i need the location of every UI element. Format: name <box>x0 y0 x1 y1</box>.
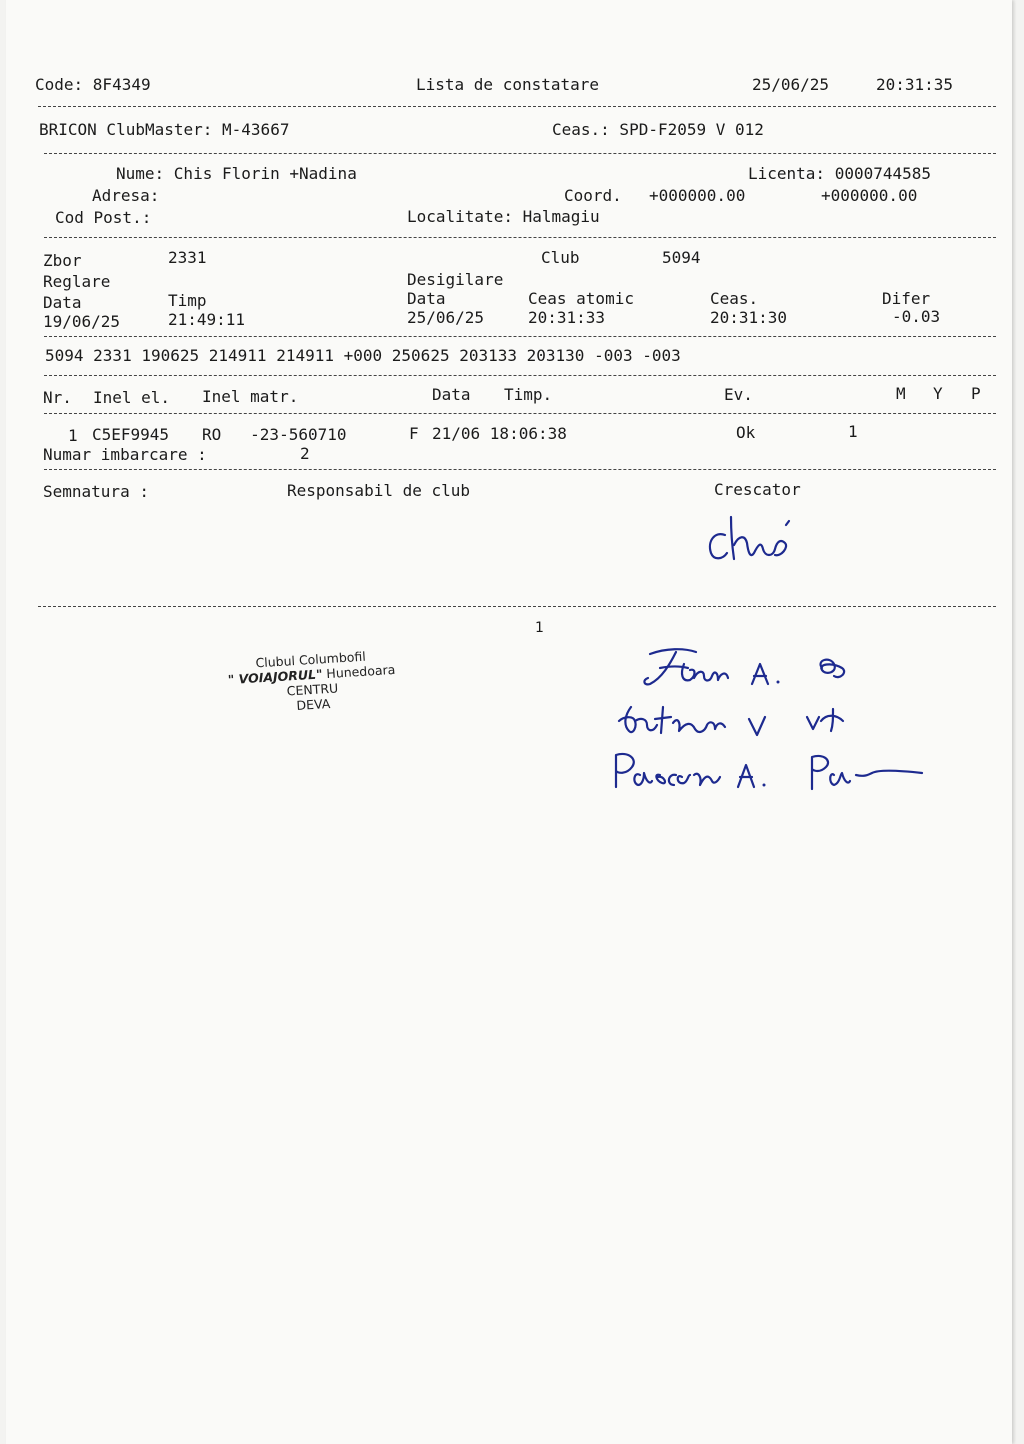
divider <box>38 606 996 607</box>
handwritten-name-huntian <box>611 695 891 745</box>
col-header-y: Y <box>933 384 943 403</box>
clock-id: Ceas.: SPD-F2059 V 012 <box>552 120 764 139</box>
handwritten-name-pascanu <box>604 745 934 800</box>
atomic-clock-label: Ceas atomic <box>528 289 634 308</box>
unsealing-date: 25/06/25 <box>407 308 485 327</box>
row-ring-number: RO -23-560710 <box>202 425 347 444</box>
address-label: Adresa: <box>92 186 160 205</box>
license-number: Licenta: 0000744585 <box>748 164 932 183</box>
col-header-nr: Nr. <box>43 388 72 407</box>
setting-date-label: Data <box>43 293 82 312</box>
report-code: Code: 8F4349 <box>35 75 151 94</box>
divider <box>44 153 996 154</box>
unsealing-label: Desigilare <box>407 270 504 289</box>
stamp-line-2: " VOIAJORUL" Hunedoara <box>227 661 396 688</box>
basketing-count-value: 2 <box>300 444 310 463</box>
setting-date: 19/06/25 <box>43 312 121 331</box>
setting-label: Reglare <box>43 272 111 291</box>
club-stamp <box>200 645 423 718</box>
difference-label: Difer <box>882 289 931 308</box>
club-label: Club <box>541 248 580 267</box>
divider <box>44 469 996 470</box>
divider <box>44 375 996 376</box>
row-nr: 1 <box>68 426 78 445</box>
coord-label: Coord. <box>564 186 622 205</box>
flight-number: 2331 <box>168 248 207 267</box>
atomic-clock-value: 20:31:33 <box>528 308 606 327</box>
divider <box>44 413 996 414</box>
divider <box>44 336 996 337</box>
postal-code-label: Cod Post.: <box>55 208 152 227</box>
difference-value: -0.03 <box>892 307 941 326</box>
clock-label: Ceas. <box>710 289 759 308</box>
col-header-p: P <box>971 384 981 403</box>
setting-time-label: Timp <box>168 291 207 310</box>
unsealing-date-label: Data <box>407 289 446 308</box>
printout-sheet <box>6 0 1012 1444</box>
row-sex: F <box>409 424 419 443</box>
col-header-date: Data <box>432 385 471 404</box>
report-time: 20:31:35 <box>876 75 954 94</box>
summary-code-line: 5094 2331 190625 214911 214911 +000 250625 203133 203130 -003 -003 <box>45 346 681 365</box>
row-event: Ok <box>736 423 756 442</box>
stamp-line-4: DEVA <box>296 695 331 713</box>
col-header-electronic-ring: Inel el. <box>93 388 171 407</box>
col-header-event: Ev. <box>724 385 753 404</box>
col-header-time: Timp. <box>504 385 553 404</box>
page-number: 1 <box>535 620 544 636</box>
flight-label: Zbor <box>43 251 82 270</box>
breeder-signature <box>701 505 801 570</box>
divider <box>44 237 996 238</box>
row-column-value: 1 <box>848 422 858 441</box>
breeder-label: Crescator <box>714 480 801 499</box>
report-date: 25/06/25 <box>752 75 830 94</box>
owner-name: Nume: Chis Florin +Nadina <box>116 164 357 183</box>
stamp-line-1: Clubul Columbofil <box>255 648 367 671</box>
row-date-time: 21/06 18:06:38 <box>432 424 567 443</box>
coord-value-1: +000000.00 <box>649 186 746 205</box>
stamp-line-3: CENTRU <box>286 680 339 699</box>
club-number: 5094 <box>662 248 701 267</box>
signature-label: Semnatura : <box>43 482 149 501</box>
clubmaster-id: BRICON ClubMaster: M-43667 <box>39 120 290 139</box>
report-title: Lista de constatare <box>416 75 600 94</box>
setting-time: 21:49:11 <box>168 310 246 329</box>
locality: Localitate: Halmagiu <box>407 207 600 226</box>
col-header-ring-number: Inel matr. <box>202 387 299 406</box>
row-electronic-ring: C5EF9945 <box>92 425 170 444</box>
coord-value-2: +000000.00 <box>821 186 918 205</box>
basketing-count-label: Numar imbarcare : <box>43 445 207 464</box>
divider <box>38 106 996 107</box>
clock-value: 20:31:30 <box>710 308 788 327</box>
handwritten-name-hoban <box>636 640 876 700</box>
club-official-label: Responsabil de club <box>287 481 471 500</box>
col-header-m: M <box>896 384 906 403</box>
